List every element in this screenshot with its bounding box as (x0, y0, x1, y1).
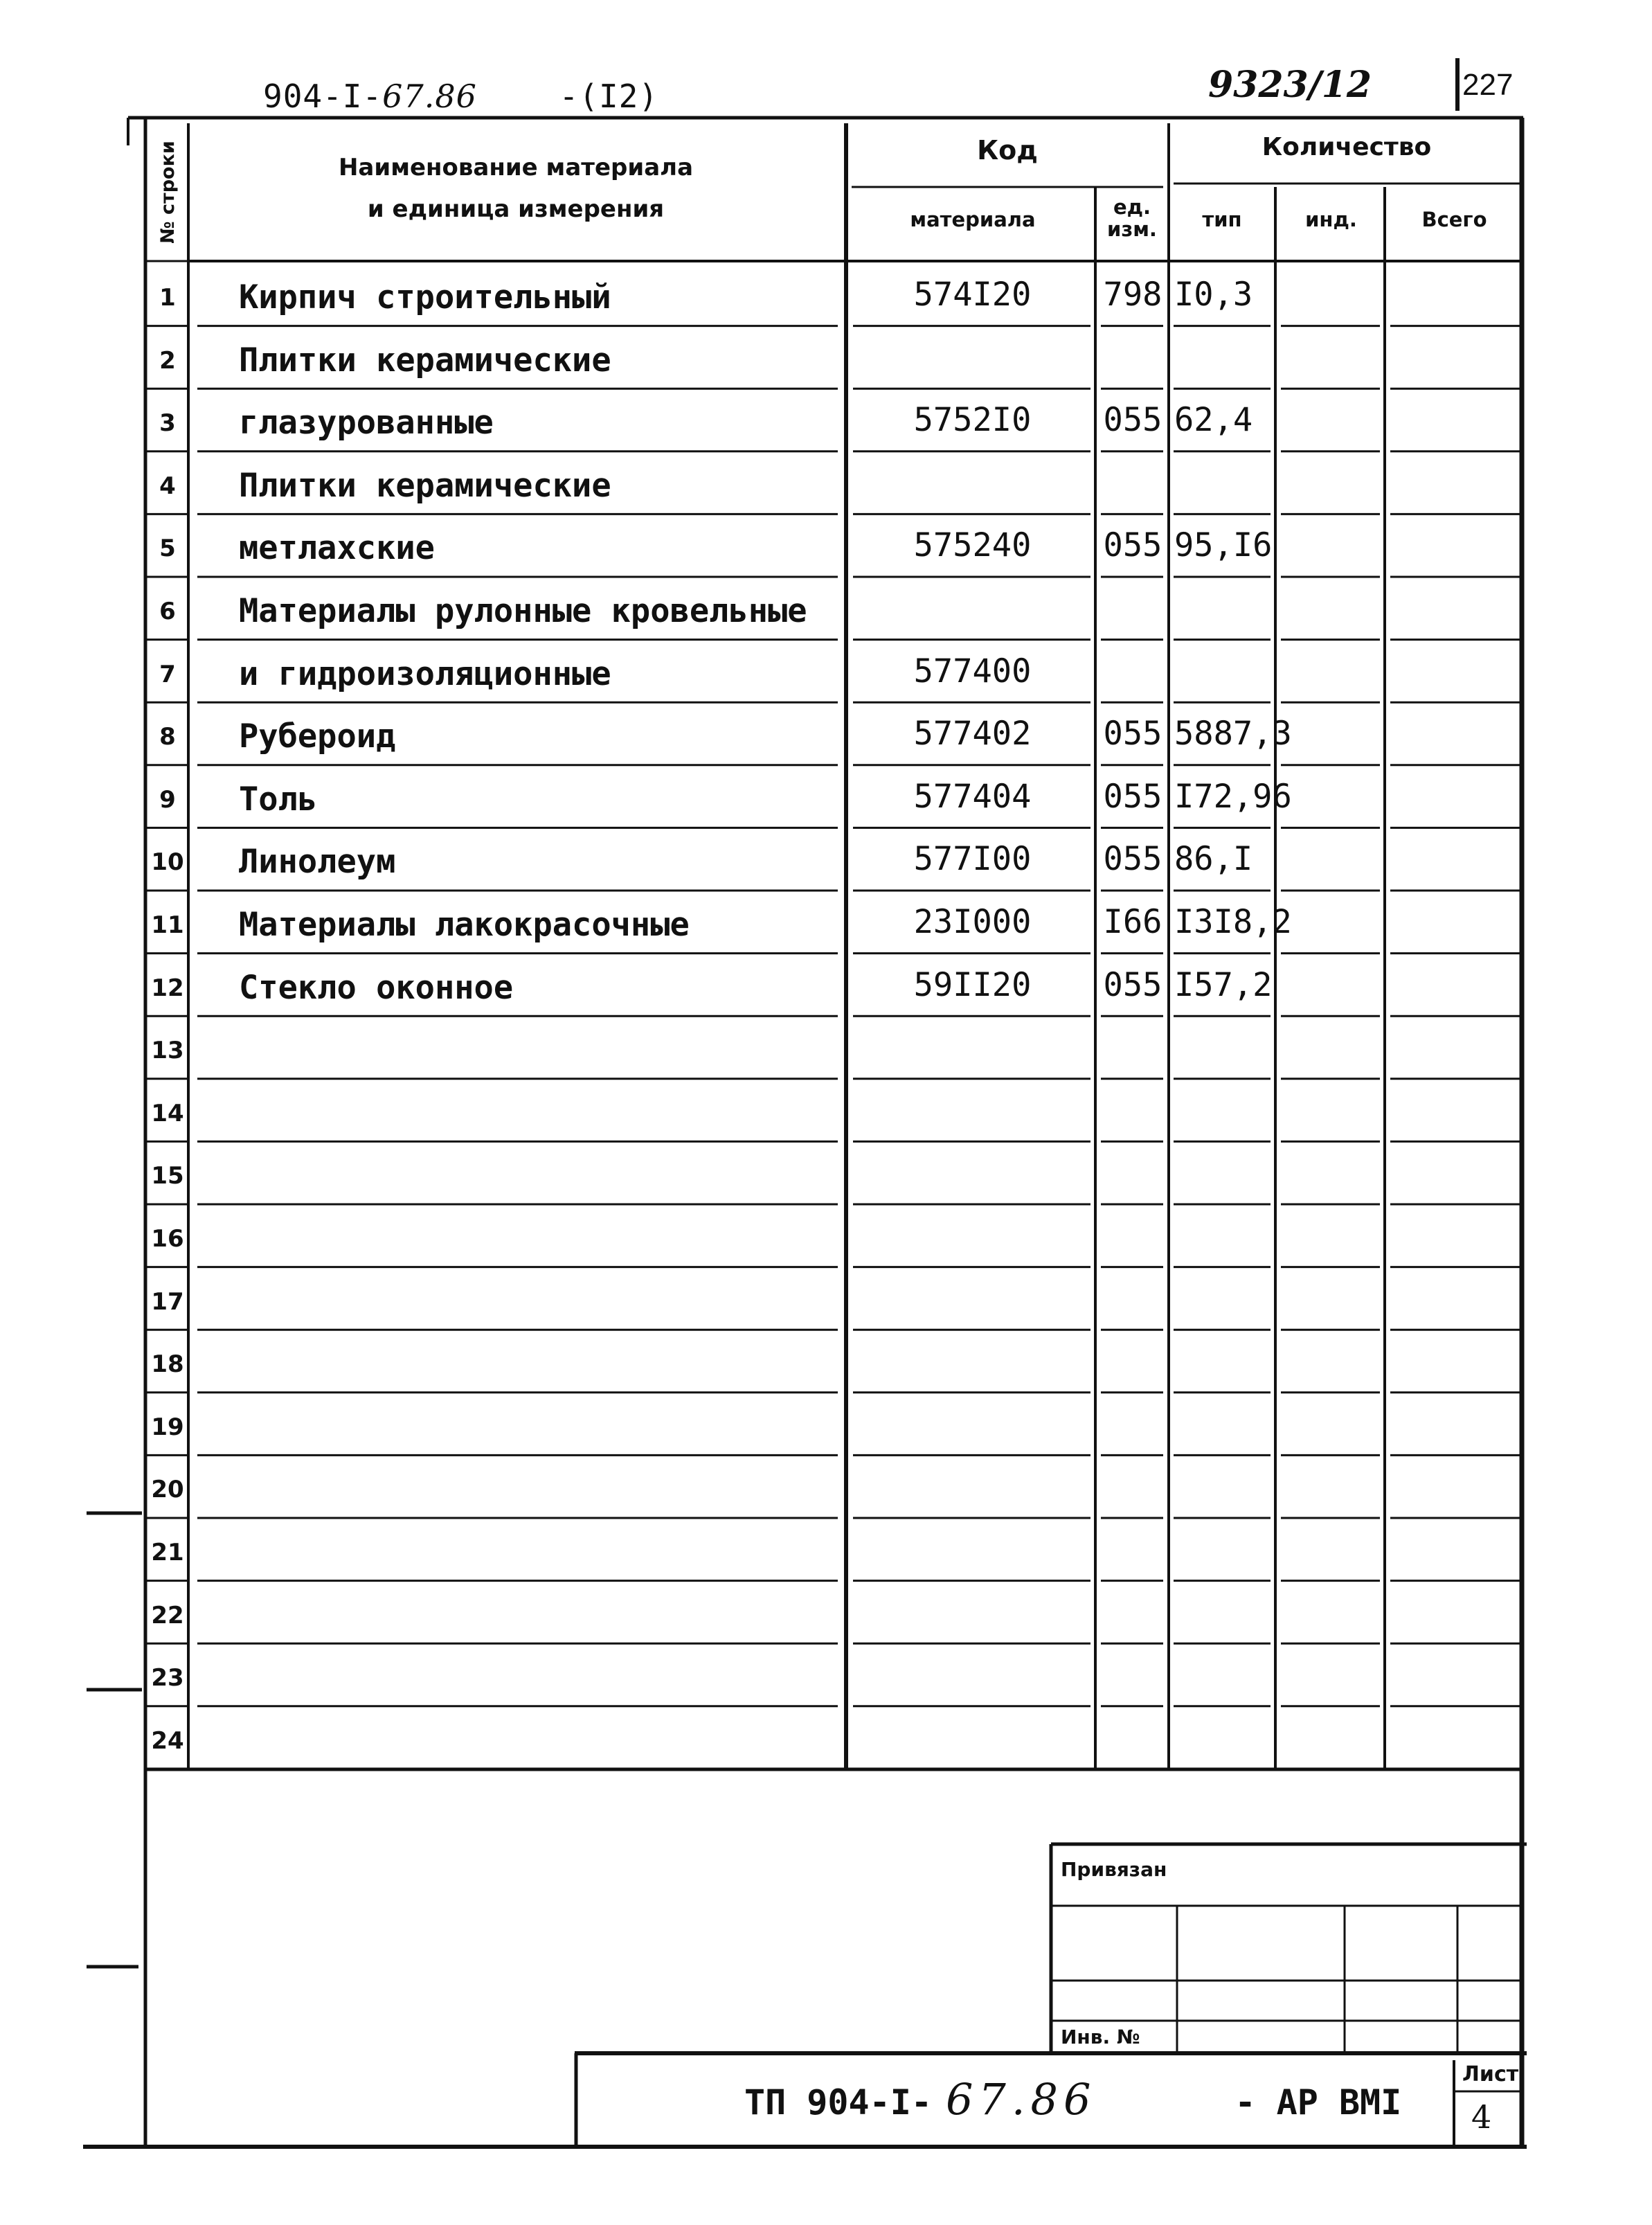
unit-code: 055 (1103, 777, 1162, 816)
quantity-type-header: тип (1202, 208, 1242, 231)
quantity-type: 62,4 (1174, 401, 1253, 440)
table-row (0, 1141, 1652, 1204)
quantity-type: I72,96 (1174, 777, 1292, 816)
table-row (0, 1518, 1652, 1581)
material-name: Плитки керамические (239, 466, 611, 505)
row-number: 5 (159, 535, 176, 563)
name-header-line1: Наименование материала (338, 154, 694, 181)
material-code: 577400 (913, 652, 1032, 690)
table-row (0, 577, 1652, 640)
table-row (0, 1706, 1652, 1769)
quantity-type: I0,3 (1174, 276, 1253, 314)
table-row (0, 1267, 1652, 1330)
sheet-number: 4 (1471, 2098, 1492, 2136)
title-code-prefix: ТП 904-I- (744, 2082, 932, 2123)
row-number: 19 (151, 1413, 184, 1441)
table-row (0, 1643, 1652, 1706)
table-row (0, 954, 1652, 1017)
quantity-header: Количество (1262, 133, 1432, 161)
code-material-header: материала (910, 208, 1036, 231)
code-unit-header-line2: изм. (1107, 217, 1157, 241)
row-number-header (149, 125, 187, 260)
material-name: Линолеум (239, 843, 396, 882)
material-name: и гидроизоляционные (239, 654, 611, 693)
quantity-type: I3I8,2 (1174, 903, 1292, 941)
row-number: 24 (151, 1726, 184, 1755)
row-number: 18 (151, 1350, 184, 1379)
quantity-type: 95,I6 (1174, 526, 1273, 565)
material-code: 23I000 (913, 903, 1032, 941)
quantity-ind-header: инд. (1305, 208, 1357, 231)
row-number: 22 (151, 1601, 184, 1629)
unit-code: I66 (1103, 903, 1162, 941)
material-name: Стекло оконное (239, 968, 514, 1007)
table-row (0, 1581, 1652, 1644)
name-header-line2: и единица измерения (367, 195, 665, 223)
row-number: 15 (151, 1162, 184, 1190)
table-row (0, 1204, 1652, 1267)
table-row (0, 640, 1652, 703)
row-number: 4 (159, 472, 176, 500)
material-name: глазурованные (239, 404, 494, 443)
table-row (0, 514, 1652, 577)
row-number-header-label: № строки (157, 141, 179, 244)
material-code: 5752I0 (913, 401, 1032, 440)
document-code-suffix: -(I2) (559, 78, 659, 115)
unit-code: 055 (1103, 715, 1162, 753)
row-number: 21 (151, 1539, 184, 1566)
quantity-total-header: Всего (1421, 208, 1487, 231)
code-unit-header-line1: ед. (1113, 195, 1151, 219)
material-code: 577I00 (913, 840, 1032, 879)
table-row (0, 326, 1652, 389)
row-number: 23 (151, 1664, 184, 1692)
quantity-type: 86,I (1174, 840, 1253, 879)
row-number: 10 (151, 848, 184, 877)
unit-code: 055 (1103, 965, 1162, 1004)
material-name: метлахские (239, 529, 435, 568)
row-number: 14 (151, 1099, 184, 1127)
table-row (0, 388, 1652, 452)
title-code-handwritten: 67.86 (945, 2074, 1097, 2125)
row-number: 17 (151, 1287, 184, 1316)
table-row (0, 452, 1652, 515)
inventory-label: Инв. № (1061, 2026, 1140, 2048)
material-name: Материалы лакокрасочные (239, 906, 690, 944)
sheet-label: Лист (1462, 2062, 1519, 2087)
row-number: 7 (159, 660, 176, 688)
material-code: 59II20 (913, 965, 1032, 1004)
code-unit-header (1097, 196, 1167, 240)
unit-code: 055 (1103, 401, 1162, 440)
table-row (0, 1393, 1652, 1456)
row-number: 13 (151, 1037, 184, 1065)
row-number: 6 (159, 598, 176, 625)
material-code: 577404 (913, 777, 1032, 816)
unit-code: 798 (1103, 276, 1162, 314)
material-name: Плитки керамические (239, 341, 611, 379)
attached-label: Привязан (1061, 1858, 1167, 1881)
quantity-type: 5887,3 (1174, 715, 1292, 753)
row-number: 1 (159, 284, 176, 312)
document-code-handwritten: 67.86 (382, 78, 477, 115)
quantity-type: I57,2 (1174, 965, 1273, 1004)
table-row (0, 1016, 1652, 1079)
material-name: Толь (239, 780, 318, 819)
document-code-prefix: 904-I- (263, 78, 383, 115)
row-number: 16 (151, 1225, 184, 1253)
page-number: 227 (1462, 68, 1514, 102)
table-row (0, 263, 1652, 326)
table-row (0, 765, 1652, 828)
row-number: 8 (159, 723, 176, 751)
title-code (744, 2074, 1401, 2125)
table-row (0, 891, 1652, 954)
row-number: 2 (159, 346, 176, 375)
material-code: 577402 (913, 715, 1032, 753)
code-header: Код (977, 135, 1038, 166)
table-row (0, 1079, 1652, 1142)
unit-code: 055 (1103, 840, 1162, 879)
table-row (0, 1455, 1652, 1518)
row-number: 12 (151, 974, 184, 1002)
material-name: Материалы рулонные кровельные (239, 592, 807, 630)
unit-code: 055 (1103, 526, 1162, 565)
material-code: 574I20 (913, 276, 1032, 314)
row-number: 20 (151, 1476, 184, 1504)
table-row (0, 702, 1652, 765)
title-code-suffix: - АР ВМI (1234, 2082, 1402, 2123)
material-name: Рубероид (239, 717, 396, 756)
row-number: 3 (159, 409, 176, 438)
row-number: 11 (151, 911, 184, 939)
material-name: Кирпич строительный (239, 278, 611, 316)
row-number: 9 (159, 785, 176, 814)
material-code: 575240 (913, 526, 1032, 565)
table-row (0, 1330, 1652, 1393)
table-row (0, 828, 1652, 891)
archive-number: 9323/12 (1208, 64, 1372, 106)
